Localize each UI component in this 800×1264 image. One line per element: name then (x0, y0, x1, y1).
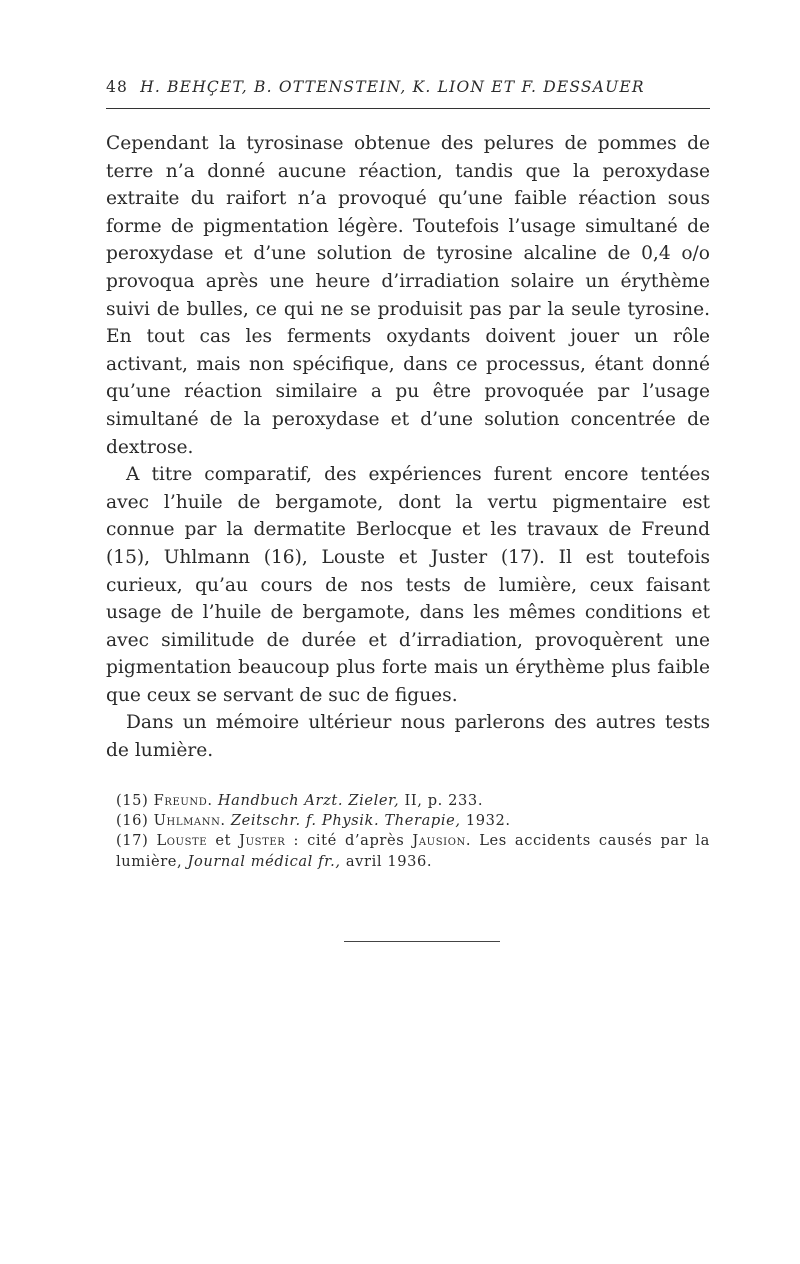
footnote-author: Uhlmann. (153, 812, 226, 830)
body-text (106, 130, 710, 765)
footnote-15 (106, 791, 710, 811)
paragraph: A titre comparatif, des expériences furent encore tentées avec l’huile de bergamote, dont la vertu pigmentaire est connue par la dermatite Berlocque et les travaux de Freund (15), Uhlmann (16), Louste et Juster (17). Il est toutefois curieux, qu’au cours de nos tests de lumière, ceux faisant usage de l’huile de bergamote, dans les mêmes conditions et avec similitude de durée et d’irradiation, provoquèrent une pigmentation beaucoup plus forte mais un érythème plus faible que ceux se servant de suc de figues. (106, 464, 710, 706)
footnote-title: Journal médical fr., (187, 852, 341, 870)
paragraph: Dans un mémoire ultérieur nous parlerons des autres tests de lumière. (106, 712, 710, 762)
end-rule (344, 941, 500, 942)
footnote-rest: II, p. 233. (399, 791, 484, 809)
footnote-rest: . Les accidents causés par la lumière, (116, 832, 710, 870)
footnote-title: Zeitschr. f. Physik. Therapie, (230, 812, 461, 830)
footnote-title: Handbuch Arzt. Zieler, (217, 791, 400, 809)
page (106, 78, 710, 872)
footnote-rest: 1932. (460, 812, 511, 830)
page-number: 48 (106, 78, 129, 96)
header-rule (106, 108, 710, 109)
running-head (106, 78, 710, 100)
footnote-16 (106, 811, 710, 831)
footnote-rest: avril 1936. (340, 852, 433, 870)
footnote-number: (16) (116, 812, 149, 830)
footnote-17 (106, 831, 710, 872)
footnote-author: Juster (239, 832, 286, 850)
footnote-author: Freund. (153, 791, 213, 809)
footnote-number: (17) (116, 832, 149, 850)
footnotes (106, 791, 710, 873)
footnote-joiner: et (207, 832, 240, 850)
paragraph: Cependant la tyrosinase obtenue des pelures de pommes de terre n’a donné aucune réaction, tandis que la peroxydase extraite du raifort n’a provoqué qu’une faible réaction sous forme de pigmentation légère. Toutefois l’usage simultané de peroxydase et d’une solution de tyrosine alcaline de 0,4 o/o provoqua après une heure d’irradiation solaire un érythème suivi de bulles, ce qui ne se produisit pas par la seule tyrosine. En tout cas les ferments oxydants doivent jouer un rôle activant, mais non spécifique, dans ce processus, étant donné qu’une réaction similaire a pu être provoquée par l’usage simultané de la peroxydase et d’une solution concentrée de dextrose. (106, 133, 710, 458)
footnote-author: Jausion (412, 832, 466, 850)
footnote-number: (15) (116, 791, 149, 809)
footnote-author: Louste (156, 832, 208, 850)
running-head-authors: H. BEHÇET, B. OTTENSTEIN, K. LION ET F. DESSAUER (140, 78, 645, 96)
footnote-middle: : cité d’après (285, 832, 413, 850)
